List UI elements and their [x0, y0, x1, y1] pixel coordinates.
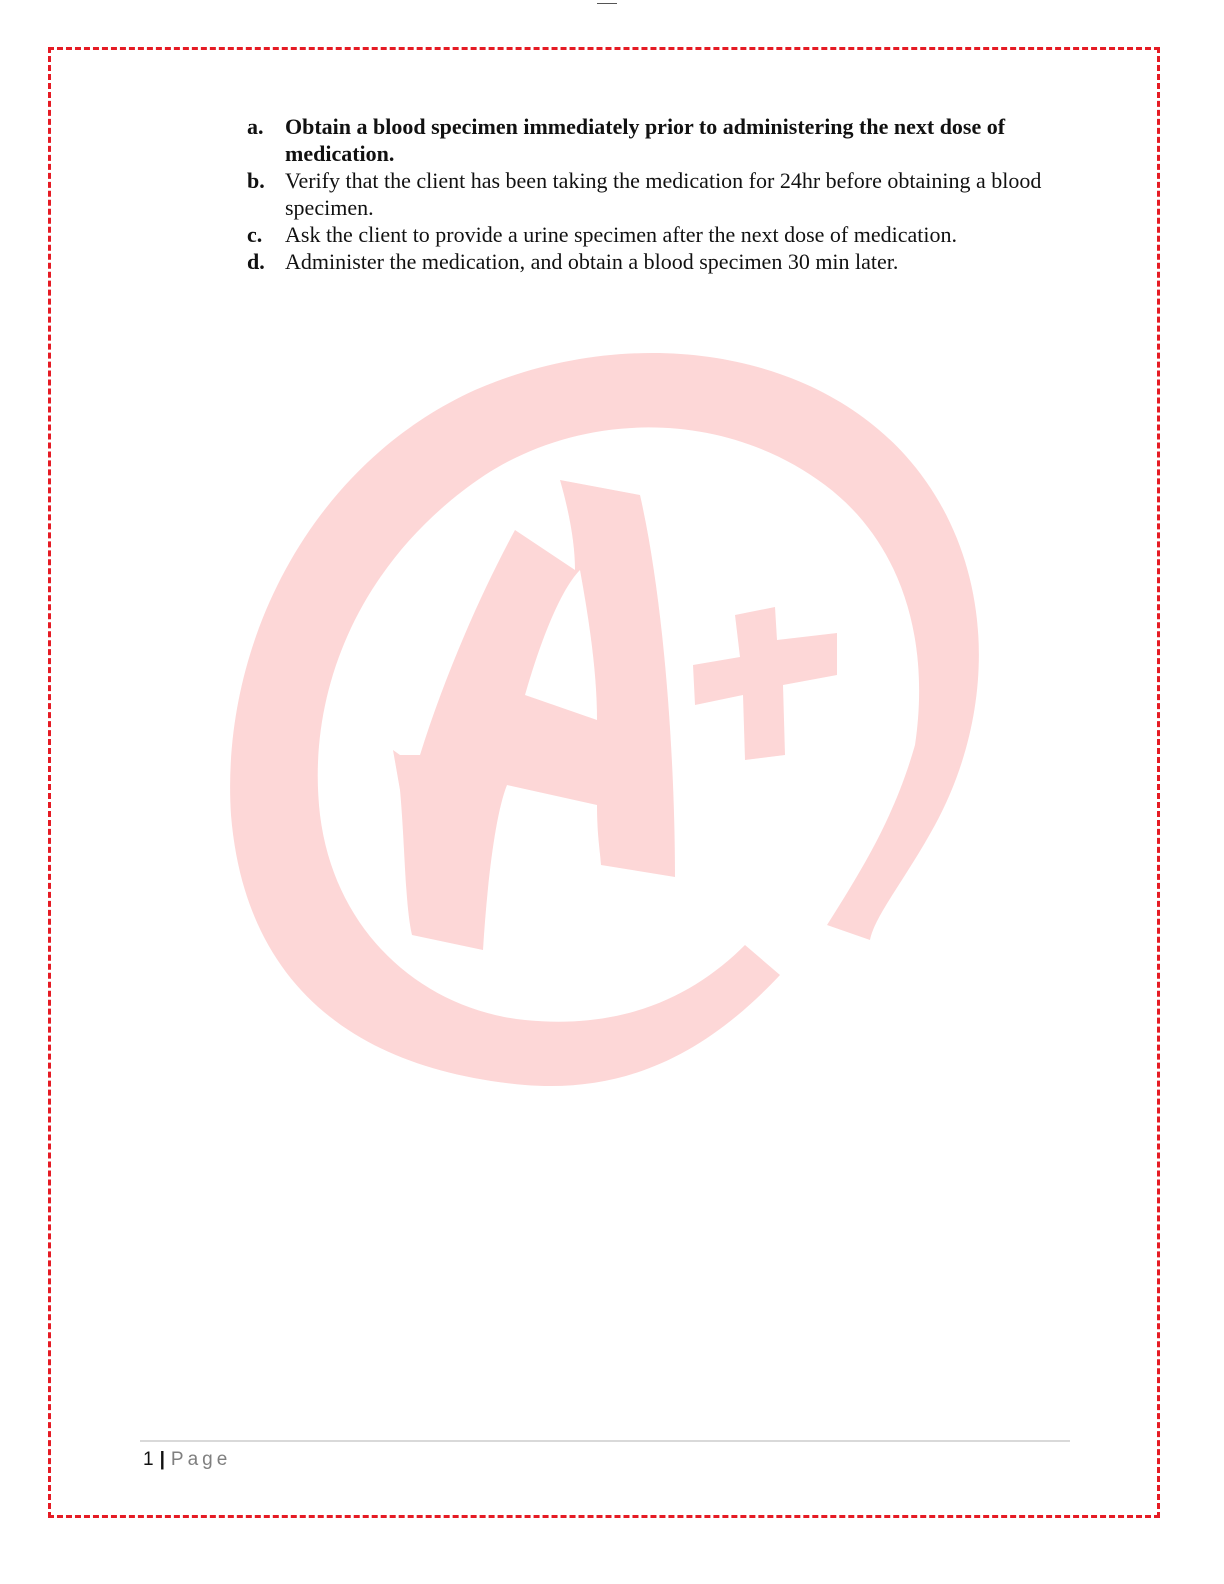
answer-options [247, 113, 1077, 275]
page-label: Page [170, 1449, 232, 1470]
a-plus-logo-icon [225, 345, 995, 1115]
option-text: Obtain a blood specimen immediately prior to administering the next dose of medication. [285, 114, 1006, 166]
option-text: Administer the medication, and obtain a blood specimen 30 min later. [285, 249, 899, 274]
footer-divider [140, 1440, 1070, 1442]
page-footer [143, 1447, 231, 1473]
option-text: Ask the client to provide a urine specimen after the next dose of medication. [285, 222, 957, 247]
page-number: 1 [143, 1449, 154, 1470]
option-letter: c. [247, 222, 263, 247]
answer-option-d[interactable] [247, 248, 1077, 275]
option-letter: d. [247, 249, 265, 274]
option-letter: b. [247, 168, 265, 193]
answer-option-a[interactable] [247, 113, 1077, 167]
answer-option-b[interactable] [247, 167, 1077, 221]
header-mark [597, 0, 617, 4]
option-text: Verify that the client has been taking the medication for 24hr before obtaining a blood specimen. [285, 168, 1042, 220]
page-separator: | [159, 1449, 165, 1470]
answer-option-c[interactable] [247, 221, 1077, 248]
option-letter: a. [247, 114, 264, 139]
